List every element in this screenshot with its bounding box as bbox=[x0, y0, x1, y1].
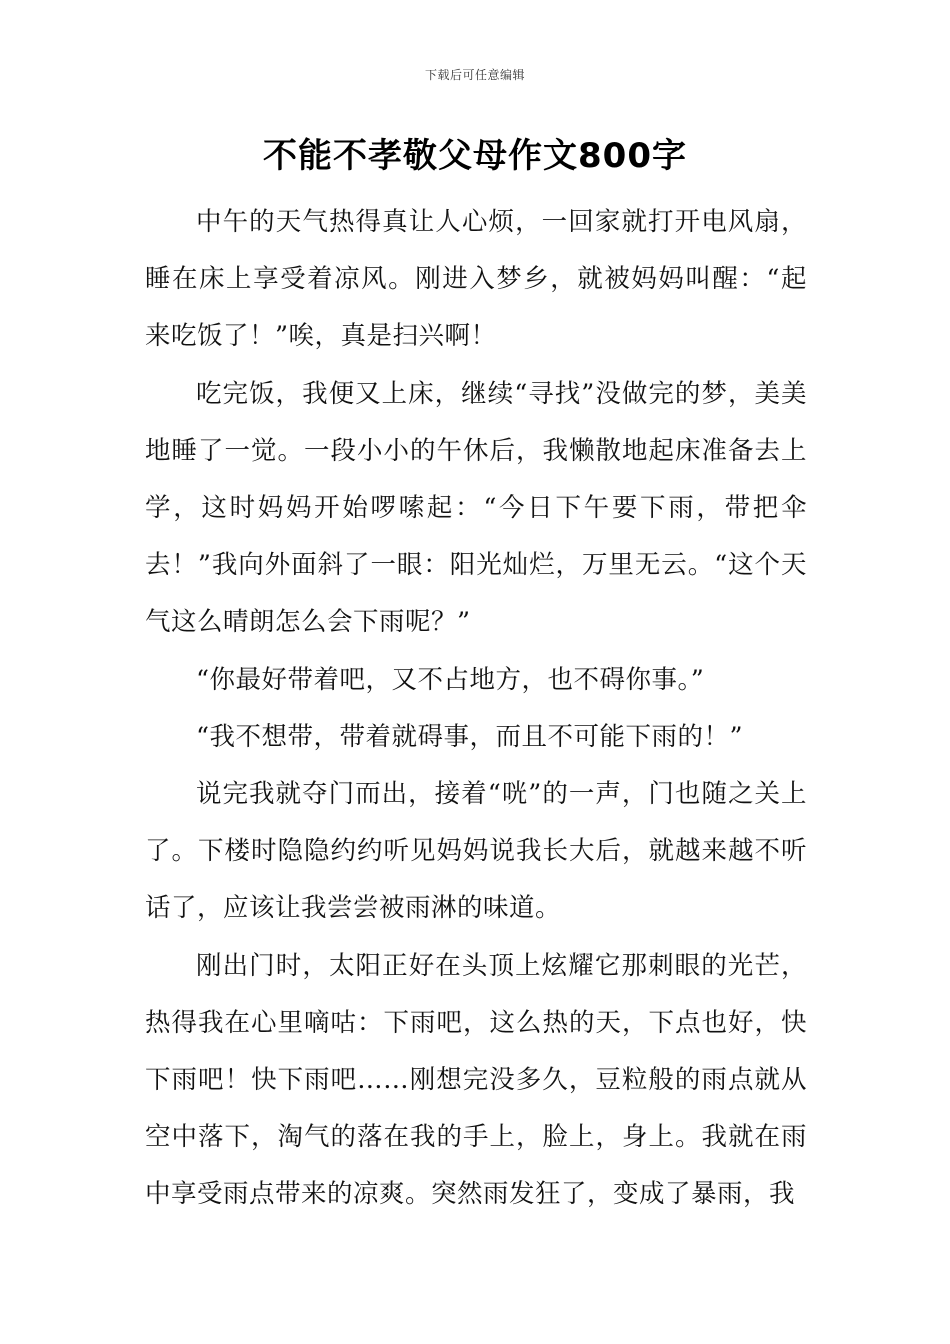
paragraph-5: 说完我就夺门而出，接着“咣”的一声，门也随之关上了。下楼时隐隐约约听见妈妈说我长大后，就越来越不听话了，应该让我尝尝被雨淋的味道。 bbox=[145, 779, 807, 924]
paragraph-2: 吃完饭，我便又上床，继续“寻找”没做完的梦，美美地睡了一觉。一段小小的午休后，我懒散地起床准备去上学，这时妈妈开始啰嗦起：“今日下午要下雨，带把伞去！”我向外面斜了一眼：阳光灿烂，万里无云。“这个天气这么晴朗怎么会下雨呢？” bbox=[145, 378, 807, 638]
document-title: 不能不孝敬父母作文800字 bbox=[263, 136, 687, 176]
document-body bbox=[145, 194, 807, 1224]
header-note: 下载后可任意编辑 bbox=[424, 68, 525, 82]
paragraph-4: “我不想带，带着就碍事，而且不可能下雨的！” bbox=[196, 721, 744, 752]
paragraph-1: 中午的天气热得真让人心烦，一回家就打开电风扇，睡在床上享受着凉风。刚进入梦乡，就被妈妈叫醒：“起来吃饭了！”唉，真是扫兴啊！ bbox=[145, 207, 807, 352]
paragraph-3: “你最好带着吧，又不占地方，也不碍你事。” bbox=[196, 664, 705, 695]
paragraph-6: 刚出门时，太阳正好在头顶上炫耀它那刺眼的光芒，热得我在心里嘀咕：下雨吧，这么热的天，下点也好，快下雨吧！快下雨吧……刚想完没多久，豆粒般的雨点就从空中落下，淘气的落在我的手上，脸上，身上。我就在雨中享受雨点带来的凉爽。突然雨发狂了，变成了暴雨，我 bbox=[145, 950, 807, 1210]
